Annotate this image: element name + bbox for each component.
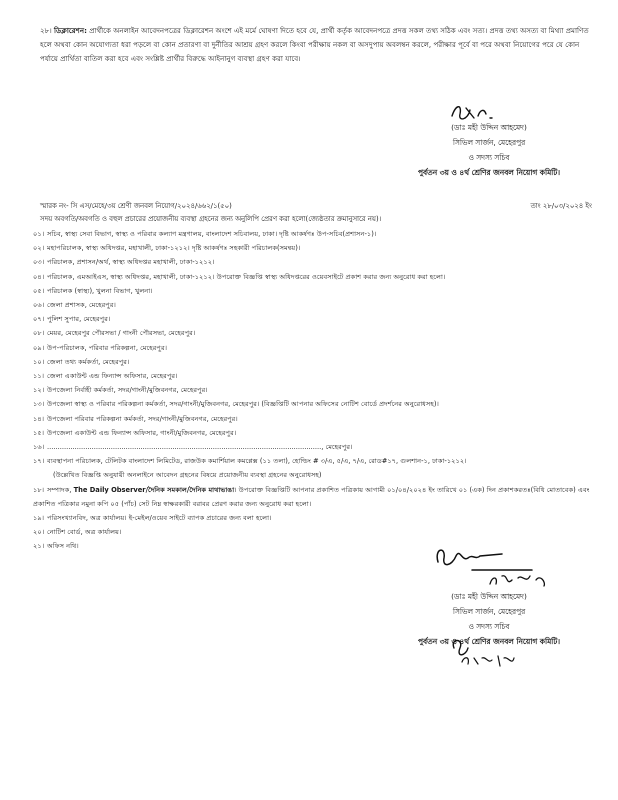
handwritten-initial-dated [448,636,528,670]
signatory-title: সিভিল সার্জন, মেহেরপুর [452,138,526,147]
distribution-note: সদয় অবগতি/অবগতি ও বহুল প্রচারের প্রয়োজনীয় ব্যবস্থা গ্রহনের জন্য অনুলিপি প্রেরণ করা হলো(জ্যেষ্ঠতার ক্রমানুসারে নয়)। [40,215,382,223]
list-item-text: মহাপরিচালক, স্বাস্থ্য অধিদপ্তর, মহাখালী, ঢাকা-১২১২। দৃষ্টি আকর্ষণঃ সহকারী পরিচালক(সমন্বয়)। [47,244,301,253]
list-item [33,468,593,482]
list-item-number: ১৩। [33,400,45,409]
list-item-number: ০১। [33,230,45,238]
list-item-number: ২১। [33,542,45,551]
memo-reference: স্মারক নং- সি এস/মেহে/৩য় শ্রেণী জনবল নিয়োগ/২০২৪/৬৬২/১(৫০) [40,202,232,210]
list-item-text: জেলা একাউন্ট এন্ড ফিন্যান্স অফিসার, মেহেরপুর। [47,372,178,381]
list-item-text: উপজেলা পরিবার পরিকল্পনা কর্মকর্তা, সদর/গাংনী/মুজিবনগর, মেহেরপুর। [47,414,238,423]
list-item-text: । উপরোক্ত বিজ্ঞপ্তিটি আপনার প্রকাশিত পত্রিকায় আগামী ০১/০৪/২০২৪ ইং তারিখে ০১ (এক) দিন প্রকাশকরতঃ(বিধি মোতাবেক) এবং প্রকাশিত পত্রিকার নমুনা কপি ০৫ (পাঁচ) সেট নিম্ন স্বাক্ষরকারী বরাবর প্রেরণ করার জন্য অনুরোধ করা হলো। [33,485,590,508]
list-item-number: ১৭। [33,457,45,466]
signatory-role: ও সদস্য সচিব [468,153,510,162]
list-item [33,355,593,369]
clause-heading: ডিক্লারেশন: [54,26,87,35]
signatory-title: সিভিল সার্জন, মেহেরপুর [452,607,526,616]
list-item [33,255,593,269]
list-item [33,241,593,255]
list-item-text: পরিচালক, প্রশাসন/অর্থ, স্বাস্থ্য অধিদপ্তর মহাখালী, ঢাকা-১২১২। [47,258,215,267]
list-item-number: ১৮। [33,485,45,494]
list-item-text: জেলা প্রশাসক, মেহেরপুর। [47,301,116,310]
list-item [33,397,593,411]
memo-header [40,200,592,226]
handwritten-signature [432,540,562,590]
list-item-text: উপজেলা একাউন্ট এন্ড ফিন্যান্স অফিসার, গাংনী/মুজিবনগর, মেহেরপুর। [47,428,237,437]
list-item-text: মেয়র, মেহেরপুর পৌরসভা / গাংনী পৌরসভা, মেহেরপুর। [47,329,196,338]
memo-date: তাং ২৮/০৩/২০২৪ ইং [530,202,592,210]
list-item-text: ................................................................................................................................., মেহেরপুর। [47,443,353,452]
signatory-committee: পুর্বতন ৩য় ও ৪র্থ শ্রেণির জনবল নিয়োগ কমিটি। [418,168,560,177]
list-item [33,454,593,468]
signatory-name: (ডাঃ মহী উদ্দিন আহমেদ) [451,123,527,132]
list-item-number: ০২। [33,244,45,253]
list-item-text: পরিচালক, এমআইএস, স্বাস্থ্য অধিদপ্তর, মহাখালী, ঢাকা-১২১২। উপরোক্ত বিজ্ঞপ্তি স্বাস্থ্য অধিদপ্তরের ওয়েবসাইটে প্রকাশ করার জন্য অনুরোধ করা হলো। [47,272,446,281]
list-item-number: ১৫। [33,428,45,437]
list-item [33,298,593,312]
newspaper-names: The Daily Observer/দৈনিক সমকাল/দৈনিক মাথাভাঙা [73,485,235,494]
list-item-number: ১০। [33,357,45,366]
list-item-text: সচিব, স্বাস্থ্য সেবা বিভাগ, স্বাস্থ্য ও পরিবার কল্যাণ মন্ত্রণালয়, বাংলাদেশ সচিবালয়, ঢাকা। দৃষ্টি আকর্ষণঃ উপ-সচিব(প্রশাসন-১)। [47,230,377,238]
list-item [33,341,593,355]
list-item-number: ০৮। [33,329,45,338]
list-item-text: উপজেলা নির্বাহী কর্মকর্তা, সদর/গাংনী/মুজিবনগর, মেহেরপুর। [47,386,208,395]
list-item [33,383,593,397]
list-item [33,426,593,440]
declaration-clause [40,24,592,66]
list-item-text: ব্যবস্থাপনা পরিচালক, টেলিটক বাংলাদেশ লিমিটেড, রাজউক কমার্শিয়াল কমপ্লেক্স (১১ তলা), হোল্ডিং # ৩/এ, ৫/এ, ৭/এ, রোড#১৭, গুলশান-১, ঢাকা-১২১২। [47,457,467,466]
list-item-number: ০৬। [33,301,45,310]
list-item [33,525,593,539]
list-item-number: ২০। [33,528,45,537]
list-item-text: উপ-পরিচালক, পরিবার পরিকল্পনা, মেহেরপুর। [47,343,168,352]
list-item-number: ১১। [33,372,45,381]
list-item [33,270,593,284]
list-item [33,326,593,340]
list-item [33,440,593,454]
list-item-text: পুলিশ সুপার, মেহেরপুর। [47,315,111,324]
list-item-text: জেলা তথ্য কর্মকর্তা, মেহেরপুর। [47,357,130,366]
list-item-prefix: সম্পাদক, [47,485,74,494]
list-item-text: নোটিশ বোর্ড, অত্র কার্যালয়। [47,528,122,537]
list-item [33,511,593,525]
signatory-name: (ডাঃ মহী উদ্দিন আহমেদ) [451,592,527,601]
clause-number: ২৮। [40,26,52,35]
list-item [33,312,593,326]
signatory-role: ও সদস্য সচিব [468,622,510,631]
list-item [33,284,593,298]
list-item-number: ১৪। [33,414,45,423]
list-item-text: অফিস নথি। [47,542,79,551]
list-item-number: ০৯। [33,343,45,352]
signatory-committee: পুর্বতন ৩য় ও ৪র্থ শ্রেণির জনবল নিয়োগ কমিটি। [418,637,560,646]
list-item-number: ০৩। [33,258,45,267]
signature-block-top [384,120,594,180]
list-item-text: পরিসংখ্যানবিদ, অত্র কার্যালয়। ই-মেইল/ওয়েব সাইটে ব্যাপক প্রচারের জন্য বলা হলো। [47,514,272,523]
list-item-number: ০৭। [33,315,45,324]
list-item [33,369,593,383]
list-item-number: ১৯। [33,514,45,523]
distribution-list [33,227,593,554]
list-item-number: ১২। [33,386,45,395]
list-item [33,412,593,426]
clause-body: প্রার্থীকে অনলাইন আবেদনপত্রের ডিক্লারেশন অংশে এই মর্মে ঘোষণা দিতে হবে যে, প্রার্থী কর্তৃক আবেদনপত্রে প্রদত্ত সকল তথ্য সঠিক এবং সত্য। প্রদত্ত তথ্য অসত্য বা মিথ্যা প্রমাণিত হলে অথবা কোন অযোগ্যতা ধরা পড়লে বা কোন প্রতারণা বা দুর্নীতির আশ্রয় গ্রহণ করলে কিংবা পরীক্ষায় নকল বা অসদুপায় অবলম্বন করলে, পরীক্ষার পূর্বে বা পরে অথবা নিয়োগের পরে যে কোন পর্যায়ে প্রার্থিতা বাতিল করা হবে এবং সংশ্লিষ্ট প্রার্থীর বিরুদ্ধে আইনানুগ ব্যবস্থা গ্রহণ করা যাবে। [40,26,589,63]
list-item-number: ০৪। [33,272,45,281]
list-item-number: ০৫। [33,286,45,295]
list-item-number: ১৬। [33,443,45,452]
list-item-text: উপজেলা স্বাস্থ্য ও পরিবার পরিকল্পনা কর্মকর্তা, সদর/গাংনী/মুজিবনগর, মেহেরপুর। (বিজ্ঞপ্তিটি আপনার অফিসের নোটিশ বোর্ডে প্রদর্শনের অনুরোধসহ)। [47,400,439,409]
list-item-text: (উল্লেখিত বিজ্ঞপ্তি অনুযায়ী অনলাইনে আবেদন গ্রহনের বিষয়ে প্রয়োজনীয় ব্যবস্থা গ্রহনের অনুরোধসহ) [53,471,322,480]
list-item-text: পরিচালক (স্বাস্থ্য), খুলনা বিভাগ, খুলনা। [47,286,153,295]
list-item [33,227,593,241]
list-item [33,483,593,511]
